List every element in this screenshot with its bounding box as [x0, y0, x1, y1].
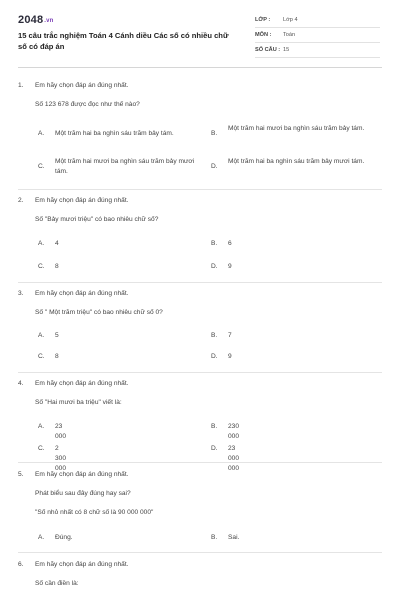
question-instruction: Em hãy chọn đáp án đúng nhất. — [35, 471, 129, 478]
question-instruction: Em hãy chọn đáp án đúng nhất. — [35, 197, 129, 204]
question-stem: Số "Hai mươi ba triệu" viết là: — [35, 399, 122, 406]
site-logo[interactable]: 2048.vn — [18, 14, 54, 26]
document-title: 15 câu trắc nghiệm Toán 4 Cánh diều Các số có nhiều chữ số có đáp án — [18, 31, 229, 51]
question-separator — [18, 372, 382, 373]
meta-row-grade: LỚP : Lớp 4 — [255, 13, 380, 28]
worksheet-page: 2048.vn 15 câu trắc nghiệm Toán 4 Cánh diều Các số có nhiều chữ số có đáp án LỚP : Lớp 4 MÔN : Toán SỐ CÂU : 15 1. Em hãy chọn đáp án đúng nhất. Số 123 678 được đọc như thế nào? A. Một trăm hai ba nghìn sáu trăm bảy tám. B. Một trăm hai mươi ba nghìn sáu trăm bảy tám. C. Một trăm hai mươi ba nghìn sáu trăm bảy mươi tám. D. Một trăm hai ba nghìn sáu trăm bảy mươi tám. 2. Em hãy chọn đáp án đúng nhất. Số "Bảy mươi triệu" có bao nhiêu chữ số? A. 4 B. 6 C. 8 D. 9 3. Em hãy chọn đáp án đúng nhất. Số " Một trăm triệu" có bao nhiêu chữ số 0? A. 5 B. 7 C. 8 D. 9 4. Em hãy chọn đáp án đúng nhất. Số "Hai mươi ba triệu" viết là: A. 23 000 B. 230 000 C. 2 300 000 D. 23 000 000 5. Em hãy chọn đáp án đúng nhất. Phát biểu sau đây đúng hay sai? "Số nhỏ nhất có 8 chữ số là 90 000 000" A. Đúng. B. Sai. 6. Em hãy chọn đáp án đúng nhất. Số cần điền là: — [0, 0, 400, 600]
question-separator — [18, 462, 382, 463]
question-instruction: Em hãy chọn đáp án đúng nhất. — [35, 561, 129, 568]
question-instruction: Em hãy chọn đáp án đúng nhất. — [35, 82, 129, 89]
question-stem: Số "Bảy mươi triệu" có bao nhiêu chữ số? — [35, 216, 159, 223]
question-instruction: Em hãy chọn đáp án đúng nhất. — [35, 290, 129, 297]
question-separator — [18, 552, 382, 553]
meta-row-subject: MÔN : Toán — [255, 28, 380, 43]
question-stem: Số cần điền là: — [35, 580, 79, 587]
question-statement: "Số nhỏ nhất có 8 chữ số là 90 000 000" — [35, 509, 154, 516]
question-stem: Số " Một trăm triệu" có bao nhiêu chữ số 0? — [35, 309, 163, 316]
question-stem: Số 123 678 được đọc như thế nào? — [35, 101, 140, 108]
meta-info — [255, 13, 380, 58]
worksheet-header — [0, 0, 400, 66]
question-separator — [18, 282, 382, 283]
question-separator — [18, 189, 382, 190]
question-instruction: Em hãy chọn đáp án đúng nhất. — [35, 380, 129, 387]
question-stem: Phát biểu sau đây đúng hay sai? — [35, 490, 131, 497]
meta-row-count: SỐ CÂU : 15 — [255, 43, 380, 58]
header-divider — [18, 67, 382, 68]
